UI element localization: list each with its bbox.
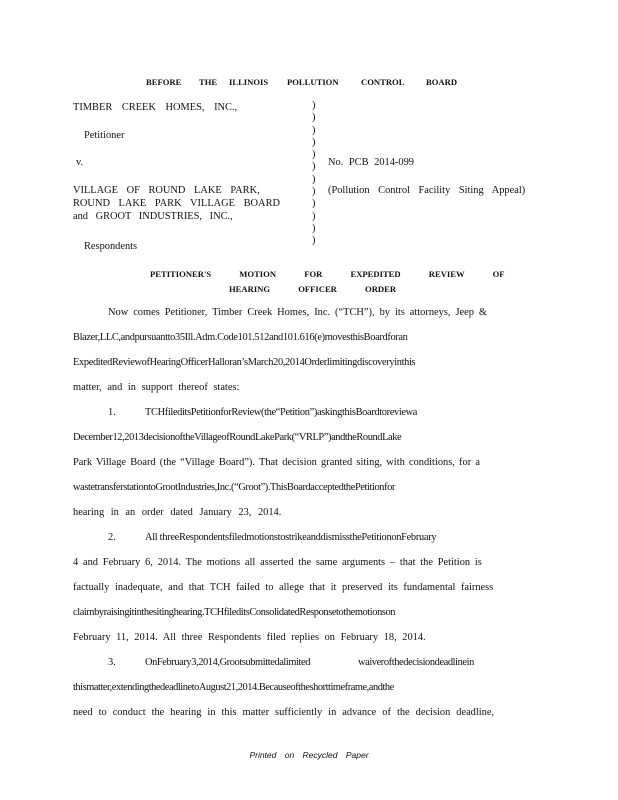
case-number: No. PCB 2014-099 xyxy=(328,157,414,168)
petitioner-name: TIMBER CREEK HOMES, INC., xyxy=(73,102,238,113)
paren: ) xyxy=(312,161,316,173)
paragraph-line: waiverofthedecisiondeadlinein xyxy=(358,657,474,668)
caption-divider xyxy=(312,100,320,248)
paragraph-line: need to conduct the hearing in this matter sufficiently in advance of the decision deadline, xyxy=(73,707,495,718)
heading-word: ILLINOIS xyxy=(229,77,269,87)
paragraph-line: Park Village Board (the “Village Board”). That decision granted siting, with conditions, for a xyxy=(73,457,480,468)
heading-word: CONTROL xyxy=(361,77,405,87)
paragraph-line: factually inadequate, and that TCH failed to allege that it preserved its fundamental fairness xyxy=(73,582,494,593)
paragraph-line: All threeRespondentsfiledmotionstostrikeanddismissthePetitiononFebruary xyxy=(145,532,437,543)
paragraph-line: TCHfileditsPetitionforReview(the“Petition”)askingthisBoardtoreviewa xyxy=(145,407,418,418)
paren: ) xyxy=(312,173,316,185)
heading-word: THE xyxy=(199,77,218,87)
motion-title-line1: PETITIONER'S MOTION FOR EXPEDITED REVIEW OF xyxy=(150,269,505,279)
paren: ) xyxy=(312,222,316,234)
paren: ) xyxy=(312,210,316,222)
heading-word: BOARD xyxy=(426,77,458,87)
paragraph-line: wastetransferstationtoGrootIndustries,Inc.(“Groot”).ThisBoardacceptedthePetitionfor xyxy=(73,482,395,493)
paragraph-line: hearing in an order dated January 23, 2014. xyxy=(73,507,282,518)
versus-label: v. xyxy=(76,157,84,168)
page-footer: Printed on Recycled Paper xyxy=(249,750,369,760)
paragraph-line: OnFebruary3,2014,Grootsubmittedalimited xyxy=(145,657,311,668)
paren: ) xyxy=(312,235,316,247)
paren: ) xyxy=(312,149,316,161)
paragraph-line: December12,2013decisionoftheVillageofRoundLakePark(“VRLP”)andtheRoundLake xyxy=(73,432,402,443)
paren: ) xyxy=(312,136,316,148)
intro-line: Blazer,LLC,andpursuantto35Ill.Adm.Code101.512and101.616(e)movesthisBoardforan xyxy=(73,332,408,343)
respondent-name-line1: VILLAGE OF ROUND LAKE PARK, xyxy=(73,185,260,196)
paragraph-line: February 11, 2014. All three Respondents filed replies on February 18, 2014. xyxy=(73,632,426,643)
respondent-name-line3: and GROOT INDUSTRIES, INC., xyxy=(73,211,233,222)
paragraph-line: claimbyraisingitinthesitinghearing.TCHfileditsConsolidatedResponsetothemotionson xyxy=(73,607,396,618)
paragraph-line: 4 and February 6, 2014. The motions all asserted the same arguments – that the Petition is xyxy=(73,557,482,568)
heading-word: BEFORE xyxy=(146,77,182,87)
paren: ) xyxy=(312,100,316,111)
paragraph-number: 3. xyxy=(108,657,116,668)
intro-line: matter, and in support thereof states: xyxy=(73,382,240,393)
paragraph-number: 2. xyxy=(108,532,116,543)
paragraph-number: 1. xyxy=(108,407,116,418)
paren: ) xyxy=(312,186,316,198)
intro-line: ExpeditedReviewofHearingOfficerHalloran’sMarch20,2014Orderlimitingdiscoveryinthis xyxy=(73,357,416,368)
intro-line: Now comes Petitioner, Timber Creek Homes, Inc. (“TCH”), by its attorneys, Jeep & xyxy=(108,307,488,318)
paren: ) xyxy=(312,198,316,210)
respondent-name-line2: ROUND LAKE PARK VILLAGE BOARD xyxy=(73,198,280,209)
heading-word: POLLUTION xyxy=(287,77,339,87)
paragraph-line: thismatter,extendingthedeadlinetoAugust21,2014.Becauseoftheshorttimeframe,andthe xyxy=(73,682,394,693)
petitioner-role: Petitioner xyxy=(84,130,125,141)
motion-title-line2: HEARING OFFICER ORDER xyxy=(229,284,397,294)
paren: ) xyxy=(312,124,316,136)
case-type: (Pollution Control Facility Siting Appeal) xyxy=(328,185,526,196)
respondent-role: Respondents xyxy=(84,241,138,252)
paren: ) xyxy=(312,112,316,124)
